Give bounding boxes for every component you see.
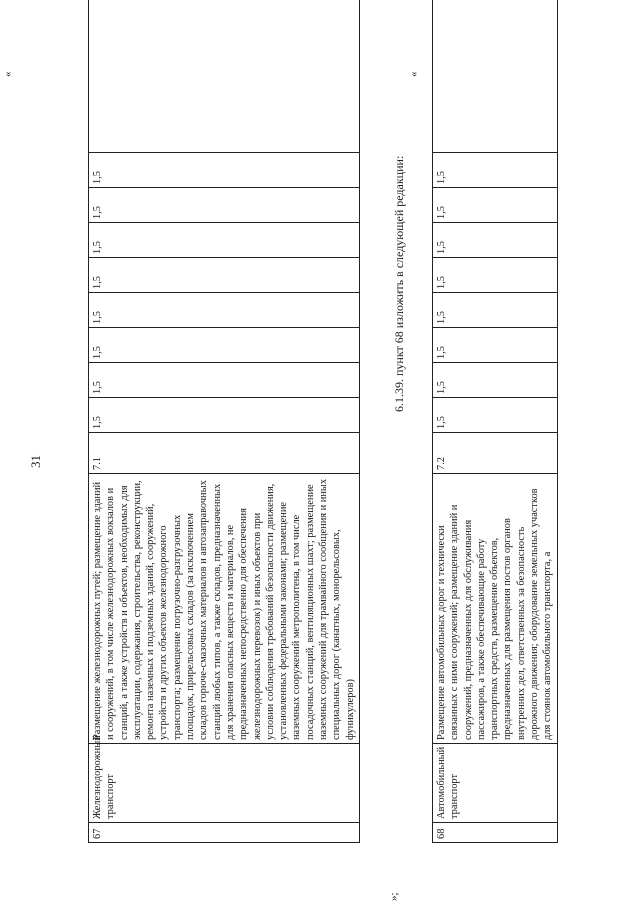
row-value: 1,5 — [433, 398, 558, 433]
row-description: Размещение автомобильных дорог и технически связанных с ними сооружений; размещение зданий и сооружений, предназначенных для обслуживания пассажиров, а также обеспечивающие работу транспортных средств, размещение объектов, предназначенных для размещения постов органов внутренних дел, ответственных за безопасность дорожного движения; оборудование земельных участков для стоянок автомобильного транспорта, а — [433, 474, 558, 744]
row-value: 1,5 — [433, 258, 558, 293]
table-row — [433, 0, 558, 843]
table-row — [89, 0, 360, 843]
row-value: 1,5 — [433, 293, 558, 328]
row-value: 1,5 — [89, 398, 360, 433]
row-value: 1,5 — [433, 188, 558, 223]
row-value: 1,5 — [433, 153, 558, 188]
row-code: 7.1 — [89, 433, 360, 474]
row-value: 1,5 — [433, 328, 558, 363]
page-number: 31 — [28, 455, 43, 468]
amendment-instruction: 6.1.39. пункт 68 изложить в следующей редакции: — [392, 155, 406, 412]
row-name: Железнодорожный транспорт — [89, 744, 360, 823]
row-value: 1,5 — [433, 363, 558, 398]
empty-cell — [89, 0, 360, 153]
row-value: 1,5 — [89, 258, 360, 293]
row-value: 1,5 — [89, 328, 360, 363]
row-number: 68 — [433, 823, 558, 843]
row-code: 7.2 — [433, 433, 558, 474]
row-value: 1,5 — [89, 293, 360, 328]
row-description: Размещение железнодорожных путей; размещение зданий и сооружений, в том числе железнодорожных вокзалов и станций, а также устройств и объектов, необходимых для эксплуатации, содержания, строительства, реконструкции, ремонта наземных и подземных зданий, сооружений, устройств и других объектов железнодорожного транспорта; размещение погрузочно-разгрузочных площадок, прирельсовых складов (за исключением складов горюче-смазочных материалов и автозаправочных станций любых типов, а также складов, предназначенных для хранения опасных веществ и материалов, не предназначенных непосредственно для обеспечения железнодорожных перевозок) и иных объектов при условии соблюдения требований безопасности движения, установленных федеральными законами; размещение наземных сооружений метрополитена, в том числе посадочных станций, вентиляционных шахт; размещение наземных сооружений для трамвайного сообщения и иных специальных дорог (канатных, монорельсовых, фуникулеров) — [89, 474, 360, 744]
empty-cell — [433, 0, 558, 153]
row-value: 1,5 — [89, 153, 360, 188]
open-quote-mark: « — [2, 71, 14, 77]
close-quote-mark: »; — [388, 892, 400, 901]
row-name: Автомобильный транспорт — [433, 744, 558, 823]
land-use-table-row-68 — [432, 0, 558, 843]
row-value: 1,5 — [89, 363, 360, 398]
row-value: 1,5 — [89, 223, 360, 258]
land-use-table-row-67 — [88, 0, 360, 843]
row-number: 67 — [89, 823, 360, 843]
row-value: 1,5 — [433, 223, 558, 258]
open-quote-mark: « — [408, 71, 420, 77]
row-value: 1,5 — [89, 188, 360, 223]
